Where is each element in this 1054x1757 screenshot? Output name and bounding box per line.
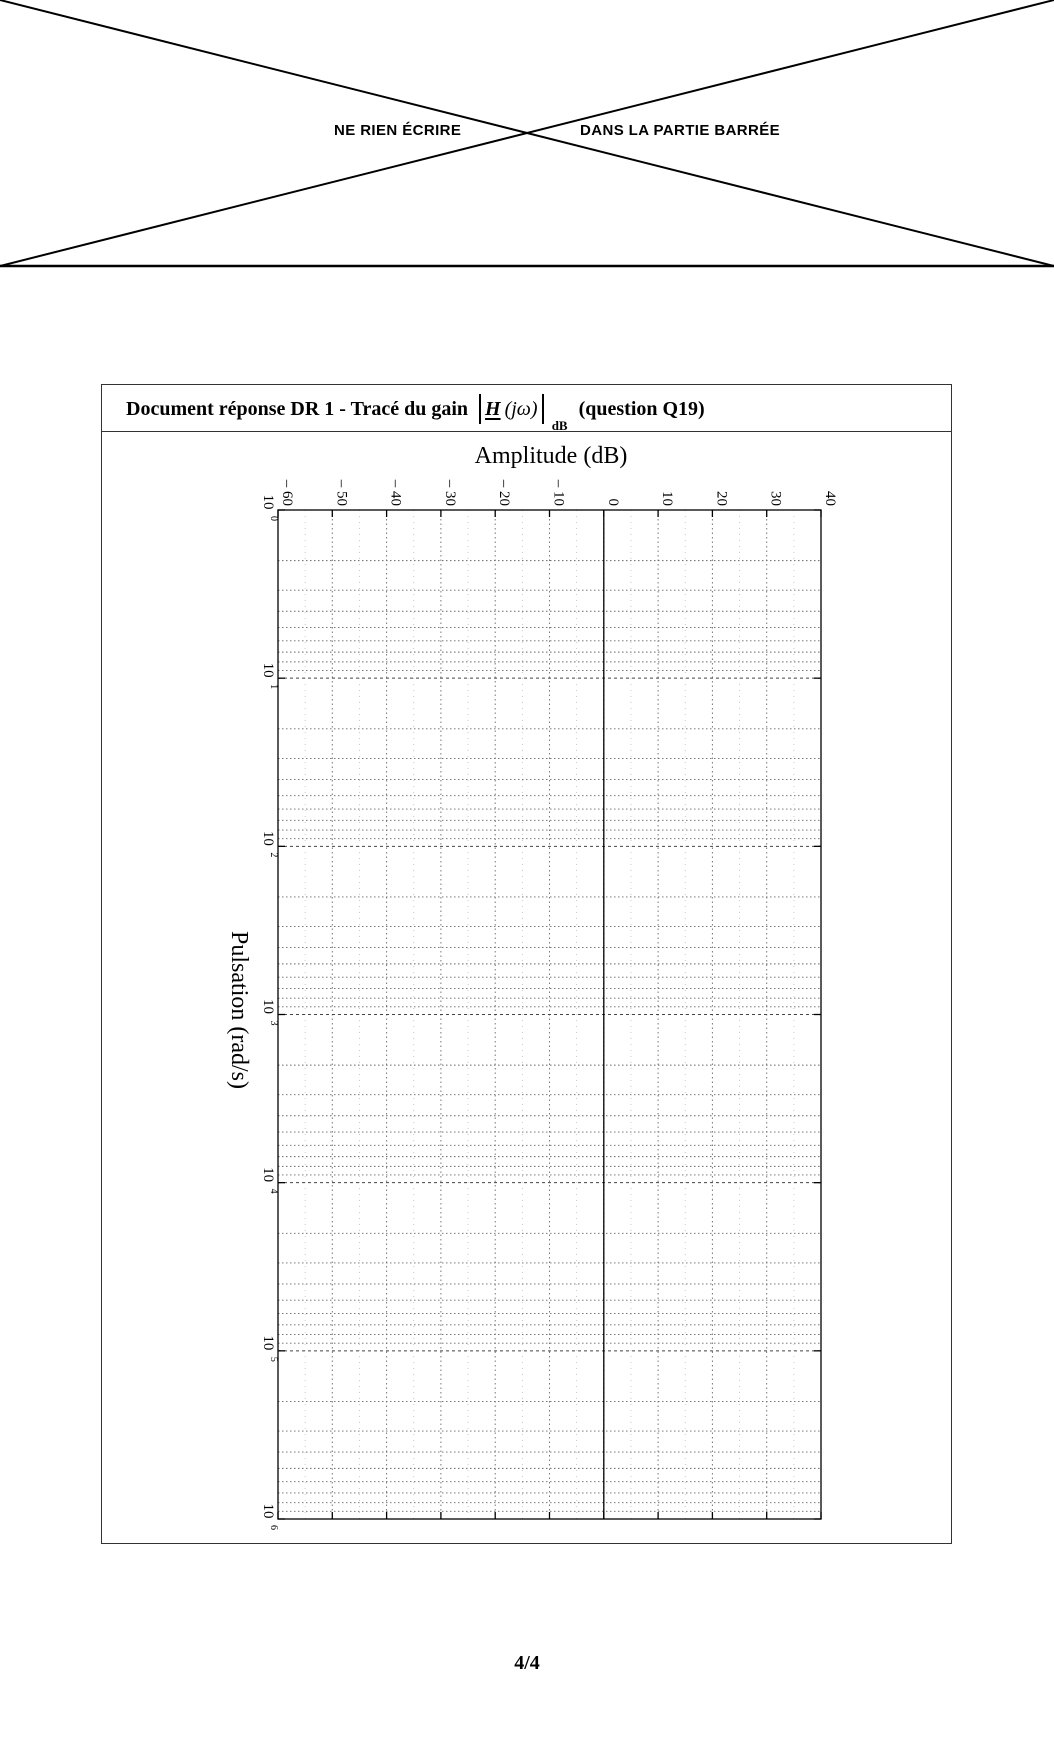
decade-label-base: 10	[260, 830, 276, 846]
header-text-left: NE RIEN ÉCRIRE	[334, 122, 462, 139]
header-text-right: DANS LA PARTIE BARRÉE	[580, 122, 781, 139]
amplitude-tick-label: 20	[713, 491, 730, 506]
chart-title: Amplitude (dB)	[474, 443, 628, 469]
decade-label-exponent: 1	[268, 684, 279, 690]
decade-label-exponent: 3	[268, 1020, 279, 1026]
decade-label-base: 10	[260, 1167, 276, 1183]
x-axis-label: Pulsation (rad/s)	[226, 931, 252, 1089]
decade-label-base: 10	[260, 494, 276, 510]
decade-tick-label	[260, 999, 279, 1026]
title-prefix: Document réponse DR 1 - Tracé du gain	[126, 397, 469, 420]
amplitude-tick-label: – 40	[387, 479, 404, 506]
formula-subscript: dB	[551, 418, 568, 433]
decade-label-exponent: 2	[268, 852, 279, 858]
decade-label-exponent: 6	[268, 1525, 279, 1530]
amplitude-tick-label: – 10	[550, 479, 567, 506]
decade-label-exponent: 4	[268, 1188, 279, 1194]
page-number: 4/4	[514, 1652, 540, 1674]
amplitude-tick-label: – 60	[279, 479, 295, 506]
formula-H: H	[485, 398, 501, 420]
decade-label-exponent: 5	[268, 1356, 279, 1362]
decade-tick-label	[260, 663, 279, 690]
decade-tick-label	[260, 1167, 279, 1194]
decade-label-base: 10	[260, 1335, 276, 1351]
decade-tick-label	[260, 1504, 279, 1531]
amplitude-tick-label: – 50	[333, 479, 350, 506]
title-suffix: (question Q19)	[578, 397, 705, 420]
amplitude-tick-label: – 20	[496, 479, 513, 506]
grid-layer	[278, 510, 821, 1519]
decade-label-exponent: 0	[268, 516, 279, 521]
amplitude-tick-label: 0	[604, 498, 621, 506]
decade-tick-label	[260, 831, 279, 858]
decade-label-base: 10	[260, 999, 276, 1014]
amplitude-tick-label: – 30	[441, 479, 458, 506]
formula-arg: (jω)	[504, 398, 538, 420]
decade-label-base: 10	[260, 1503, 276, 1519]
decade-label-base: 10	[260, 662, 276, 678]
amplitude-tick-label: 30	[767, 491, 784, 506]
decade-tick-label	[260, 1335, 279, 1362]
amplitude-tick-label: 10	[659, 491, 676, 506]
decade-tick-label	[260, 495, 279, 522]
amplitude-tick-label: 40	[822, 491, 838, 506]
